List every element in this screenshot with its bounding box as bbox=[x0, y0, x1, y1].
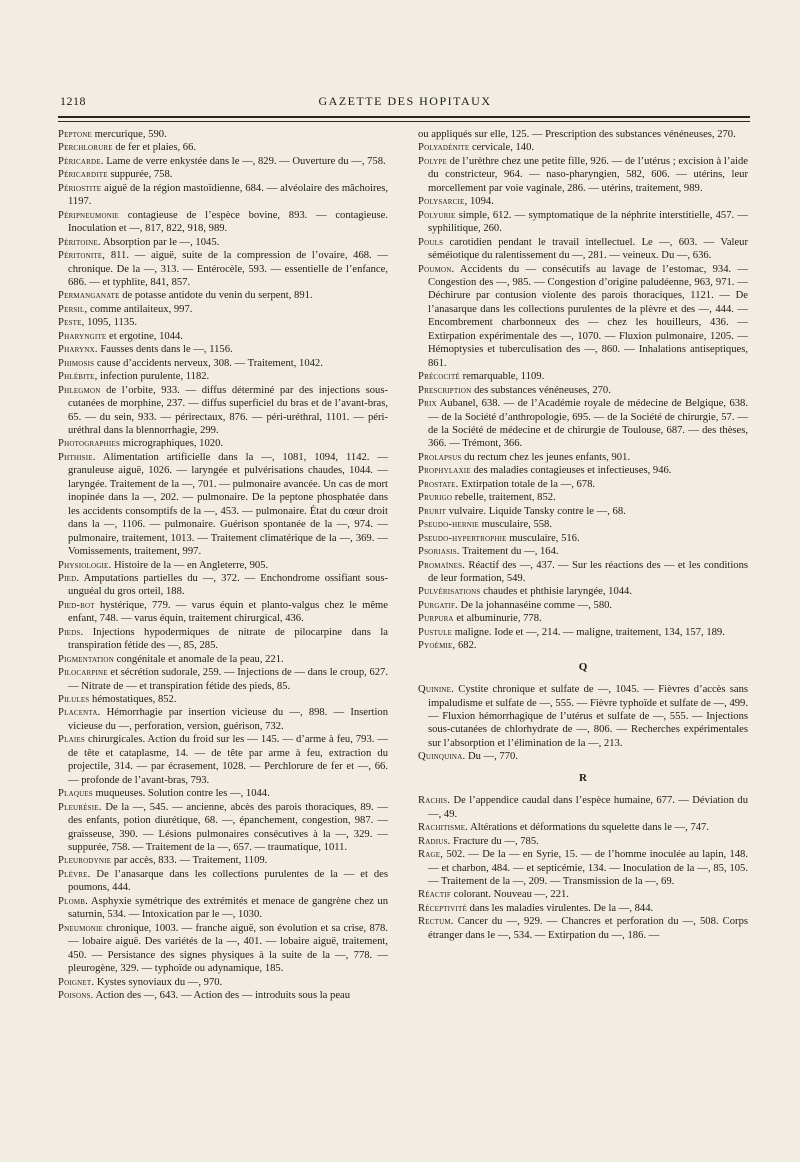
entry-text: des substances vénéneuses, 270. bbox=[471, 384, 611, 396]
entry-text: Asphyxie symétrique des extrémités et menace de gangrène chez un saturnin, 534. — Intoxication par le —, 1030. bbox=[68, 895, 388, 921]
index-entry bbox=[58, 572, 388, 599]
entry-text: Fracture du —, 785. bbox=[450, 835, 539, 847]
entry-headword: Pigmentation bbox=[58, 653, 114, 665]
entry-text: Lame de verre enkystée dans le —, 829. — Ouverture du —, 758. bbox=[103, 155, 386, 167]
entry-headword: Phthisie. bbox=[58, 451, 96, 463]
index-entry bbox=[58, 128, 388, 141]
entry-text: Action des —, 643. — Action des — introduits sous la peau bbox=[93, 990, 351, 1001]
index-entry bbox=[58, 357, 388, 370]
entry-headword: Prescription bbox=[418, 384, 472, 396]
entry-text: ou appliqués sur elle, 125. — Prescription des substances vénéneuses, 270. bbox=[418, 129, 736, 140]
index-entry bbox=[418, 545, 748, 558]
index-entry bbox=[418, 612, 748, 625]
index-entry bbox=[58, 599, 388, 626]
entry-headword: Pharynx. bbox=[58, 344, 98, 356]
entry-text: micrographiques, 1020. bbox=[120, 438, 224, 450]
entry-headword: Pieds. bbox=[58, 626, 84, 638]
entry-text: Traitement du —, 164. bbox=[459, 546, 559, 558]
section-letter-r: R bbox=[579, 771, 587, 784]
entry-text: suppurée, 758. bbox=[107, 169, 173, 181]
entry-text: Kystes synoviaux du —, 970. bbox=[94, 976, 223, 988]
entry-headword: Prurit bbox=[418, 505, 447, 517]
entry-headword: Pied. bbox=[58, 572, 80, 584]
entry-headword: Quinquina. bbox=[418, 751, 466, 763]
entry-headword: Rachitisme. bbox=[418, 822, 469, 834]
entry-headword: Persil, bbox=[58, 303, 88, 315]
entry-headword: Promaïnes. bbox=[418, 559, 466, 571]
entry-headword: Purpura bbox=[418, 613, 454, 625]
entry-headword: Réactif bbox=[418, 889, 451, 901]
entry-headword: Rage, bbox=[418, 849, 444, 861]
entry-headword: Pseudo-hypertrophie bbox=[418, 532, 507, 544]
entry-headword: Prix bbox=[418, 398, 437, 410]
index-entry bbox=[58, 733, 388, 787]
entry-text: De l’appendice caudal dans l’espèce humaine, 677. — Déviation du —, 49. bbox=[428, 795, 748, 820]
index-entry bbox=[418, 128, 748, 141]
index-entry bbox=[58, 343, 388, 356]
entry-headword: Rectum. bbox=[418, 916, 454, 928]
index-entry bbox=[418, 263, 748, 371]
entry-headword: Poignet. bbox=[58, 976, 95, 988]
index-entry bbox=[58, 801, 388, 855]
index-entry bbox=[58, 289, 388, 302]
index-entry bbox=[58, 437, 388, 450]
index-entry bbox=[418, 491, 748, 504]
section-letter-q: Q bbox=[578, 660, 588, 673]
index-entry bbox=[418, 478, 748, 491]
entry-text: Aubanel, 638. — de l’Académie royale de médecine de Belgique, 638. — de la Société d’anthropologie, 695. — de la Société de chirurgie, 57. — de la Société de médecine et de chirurgie de Toulouse, 687. — des thèses, 366. — Trémont, 366. bbox=[428, 398, 748, 450]
entry-text: remarquable, 1109. bbox=[459, 371, 545, 383]
index-entry bbox=[58, 854, 388, 867]
index-entry bbox=[58, 316, 388, 329]
index-entry bbox=[418, 518, 748, 531]
index-entry bbox=[58, 249, 388, 289]
entry-text: Absorption par le —, 1045. bbox=[100, 236, 220, 248]
entry-headword: Photographies bbox=[58, 438, 121, 450]
entry-headword: Plaques bbox=[58, 788, 93, 800]
entry-headword: Pleurésie. bbox=[58, 801, 102, 813]
entry-text: Cancer du —, 929. — Chancres et perforation du —, 508. Corps étranger dans le —, 534. — Extirpation du —, 186. — bbox=[428, 916, 748, 941]
running-title: GAZETTE DES HOPITAUX bbox=[318, 94, 492, 108]
index-entry bbox=[58, 451, 388, 559]
entry-headword: Peste, bbox=[58, 317, 85, 329]
left-column bbox=[58, 128, 388, 1002]
index-entry bbox=[418, 155, 748, 195]
entry-headword: Réceptivité bbox=[418, 902, 467, 914]
entry-text: Altérations et déformations du squelette dans le —, 747. bbox=[468, 822, 709, 834]
entry-headword: Péritonite, bbox=[58, 250, 106, 262]
index-entry bbox=[58, 182, 388, 209]
entry-headword: Péricarde. bbox=[58, 155, 104, 167]
section-r-entries bbox=[418, 794, 748, 942]
entry-headword: Prolapsus bbox=[418, 451, 462, 463]
index-entry bbox=[58, 559, 388, 572]
entry-text: vulvaire. Liquide Tansky contre le —, 68. bbox=[446, 505, 626, 517]
header-rule bbox=[58, 116, 750, 118]
entry-headword: Permanganate bbox=[58, 290, 120, 302]
index-entry bbox=[58, 989, 388, 1002]
right-column-p-entries bbox=[418, 128, 748, 653]
entry-text: maligne. Iode et —, 214. — maligne, traitement, 134, 157, 189. bbox=[452, 626, 725, 638]
entry-text: 811. — aiguë, suite de la compression de l’ovaire, 468. — chronique. De la —, 313. — Entérocèle, 593. — essentielle de l’enfance, 686. — et typhlite, 841, 857. bbox=[68, 250, 388, 288]
entry-headword: Phlegmon bbox=[58, 384, 101, 396]
entry-headword: Prostate. bbox=[418, 478, 459, 490]
index-entry bbox=[418, 464, 748, 477]
entry-headword: Quinine. bbox=[418, 684, 455, 696]
index-entry bbox=[418, 902, 748, 915]
index-entry bbox=[58, 922, 388, 976]
entry-text: Accidents du — consécutifs au lavage de l’estomac, 934. — Congestion des —, 985. — Congestion d’origine paludéenne, 963, 971. — Déchirure par contusion violente des parois thoraciques, 1121. — De l’anasarque dans les collections purulentes de la plèvre et des —, 444. — Encombrement charbonneux des — chez les houilleurs, 436. — Extirpation expérimentale des —, 1070. — Fluxion pulmonaire, 1205. — Hémoptysies et tuberculisation des —, 860. — Inhalations antiseptiques, 861. bbox=[428, 263, 748, 369]
entry-headword: Pleurodynie bbox=[58, 855, 112, 867]
entry-headword: Physiologie. bbox=[58, 559, 112, 571]
entry-text: par accès, 833. — Traitement, 1109. bbox=[111, 855, 268, 867]
entry-text: 502. — De la — en Syrie, 15. — de l’homme inoculée au lapin, 148. — et charbon, 484. — et septicémie, 134. — Inoculation de la —, 85, 105. — Traitement de la —, 209. — Transmission de la —, 69. bbox=[428, 849, 748, 888]
index-entry bbox=[58, 976, 388, 989]
entry-text: hémostatiques, 852. bbox=[89, 694, 177, 706]
entry-text: hystérique, 779. — varus équin et planto-valgus chez le même enfant, 748. — varus équin, traitement chirurgical, 436. bbox=[68, 599, 388, 625]
index-entry bbox=[58, 384, 388, 438]
entry-text: dans les maladies virulentes. De la —, 844. bbox=[466, 902, 654, 914]
index-entry bbox=[418, 397, 748, 451]
entry-text: de l’urèthre chez une petite fille, 926. — de l’utérus ; excision à l’aide du constricteur, 964. — naso-pharyngien, 582, 606. — utérins, leur morcellement par voie vaginale, 286. — utérins, traitement, 989. bbox=[428, 155, 748, 194]
entry-text: de l’orbite, 933. — diffus déterminé par des injections sous-cutanées de morphine, 237. — diffus superficiel du bras et de l’avant-bras, 65. — du sein, 933. — périrectaux, 876. — péri-uréthral, 1101. — péri-uréthral dans la blennorrhagie, 299. bbox=[68, 384, 388, 436]
entry-headword: Radius. bbox=[418, 835, 451, 847]
index-entry bbox=[58, 209, 388, 236]
index-entry bbox=[418, 141, 748, 154]
index-entry bbox=[58, 626, 388, 653]
entry-headword: Plomb. bbox=[58, 895, 88, 907]
entry-headword: Pouls bbox=[418, 236, 444, 248]
section-q-entries bbox=[418, 683, 748, 764]
index-entry bbox=[418, 209, 748, 236]
index-entry bbox=[58, 370, 388, 383]
entry-text: Du —, 770. bbox=[465, 751, 518, 763]
index-entry bbox=[418, 505, 748, 518]
entry-text: chronique, 1003. — franche aiguë, son évolution et sa crise, 878. — lobaire aiguë. Des variétés de la —, 401. — lobaire aiguë, traitement, 450. — Persistance des signes physiques à la suite de la —, 778. — pleurogène, 329. — typhoïde ou adynamique, 185. bbox=[68, 922, 388, 975]
entry-headword: Péritoine. bbox=[58, 236, 101, 248]
index-entry bbox=[418, 639, 748, 652]
entry-text: muqueuses. Solution contre les —, 1044. bbox=[92, 788, 270, 800]
entry-headword: Pulvérisations bbox=[418, 586, 481, 598]
entry-headword: Pneumonie bbox=[58, 922, 104, 934]
header-rule-thin bbox=[58, 121, 750, 122]
entry-headword: Poisons. bbox=[58, 990, 94, 1001]
entry-headword: Phlébite, bbox=[58, 371, 98, 383]
index-entry bbox=[58, 666, 388, 693]
index-entry bbox=[418, 236, 748, 263]
entry-text: des maladies contagieuses et infectieuses, 946. bbox=[470, 465, 672, 477]
entry-text: Cystite chronique et sulfate de —, 1045. — Fièvres d’accès sans impaludisme et sulfate de —, 555. — Fièvre typhoïde et sulfate de —, 499. — Fluxion hémorrhagique de l’utérus et sulfate de —, 555. — Injections sous-cutanées de chlorhydrate de —, 806. — Recherches expérimentales sur l’absorption et l’élimination de la —, 213. bbox=[428, 684, 748, 749]
entry-text: 682. bbox=[455, 640, 477, 652]
index-entry bbox=[418, 683, 748, 750]
entry-headword: Pilocarpine bbox=[58, 667, 108, 679]
entry-headword: Péricardite bbox=[58, 169, 108, 181]
index-entry bbox=[418, 599, 748, 612]
entry-text: rebelle, traitement, 852. bbox=[452, 492, 556, 504]
entry-headword: Pyoémie, bbox=[418, 640, 456, 652]
index-entry bbox=[58, 236, 388, 249]
entry-text: musculaire, 516. bbox=[506, 532, 580, 544]
index-entry bbox=[58, 868, 388, 895]
entry-headword: Pharyngite bbox=[58, 330, 107, 342]
index-entry bbox=[418, 195, 748, 208]
entry-text: et ergotine, 1044. bbox=[106, 330, 183, 342]
entry-headword: Poumon. bbox=[418, 263, 455, 275]
entry-text: et sécrétion sudorale, 259. — Injections de — dans le croup, 627. — Nitrate de — et transpiration fétide des pieds, 85. bbox=[68, 667, 388, 692]
entry-headword: Purgatif. bbox=[418, 599, 458, 611]
index-entry bbox=[418, 585, 748, 598]
entry-text: Amputations partielles du —, 372. — Enchondrome ossifiant sous-unguéal du gros orteil, 188. bbox=[68, 572, 388, 598]
index-entry bbox=[58, 330, 388, 343]
entry-text: De la johannaséine comme —, 580. bbox=[457, 599, 613, 611]
entry-text: de potasse antidote du venin du serpent, 891. bbox=[119, 290, 313, 302]
index-entry bbox=[418, 559, 748, 586]
entry-text: chaudes et phthisie laryngée, 1044. bbox=[480, 586, 633, 598]
index-entry bbox=[418, 821, 748, 834]
entry-text: et albuminurie, 778. bbox=[453, 613, 542, 625]
index-entry bbox=[418, 532, 748, 545]
index-entry bbox=[418, 384, 748, 397]
index-entry bbox=[58, 787, 388, 800]
entry-text: du rectum chez les jeunes enfants, 901. bbox=[461, 451, 631, 463]
entry-text: simple, 612. — symptomatique de la néphrite interstitielle, 457. — syphilitique, 260. bbox=[428, 209, 748, 235]
entry-text: Injections hypodermiques de nitrate de pilocarpine dans la transpiration fétide des —, 85, 285. bbox=[68, 626, 388, 652]
entry-text: Alimentation artificielle dans la —, 1081, 1094, 1142. — granuleuse aiguë, 1026. — laryngée et pulvérisations chaudes, 1044. — laryngée. Traitement de la —, 701. — pulmonaire avancée. Un cas de mort inopinée dans la —, 202. — pulmonaire. De la peptone phosphatée dans les accidents consomptifs de la —, 453. — pulmonaire. État du cœur droit dans la —, 1106. — pulmonaire. Guérison spontanée de la —, 974. — pulmonaire, traitement, 1013. — Traitement climatérique de la —, 369. — Vomissements, traitement, 997. bbox=[68, 451, 388, 558]
entry-headword: Plèvre. bbox=[58, 868, 91, 880]
entry-headword: Polyurie bbox=[418, 209, 456, 221]
entry-text: congénitale et anomale de la peau, 221. bbox=[113, 653, 284, 665]
index-entry bbox=[58, 168, 388, 181]
entry-text: Fausses dents dans le —, 1156. bbox=[97, 344, 233, 356]
index-entry bbox=[418, 835, 748, 848]
page-header bbox=[60, 94, 750, 112]
index-entry bbox=[418, 794, 748, 821]
entry-text: 1095, 1135. bbox=[84, 317, 138, 329]
entry-headword: Phimosis bbox=[58, 357, 95, 369]
entry-headword: Pilules bbox=[58, 694, 90, 706]
index-entry bbox=[58, 155, 388, 168]
entry-headword: Prophylaxie bbox=[418, 465, 471, 477]
index-entry bbox=[418, 626, 748, 639]
entry-headword: Péripneumonie bbox=[58, 209, 119, 221]
entry-headword: Polysarcie, bbox=[418, 196, 468, 208]
entry-text: mercurique, 590. bbox=[92, 129, 167, 140]
index-entry bbox=[58, 141, 388, 154]
entry-text: carotidien pendant le travail intellectuel. Le —, 603. — Valeur séméiotique du ralentissement du —, 281. — veineux. Du —, 636. bbox=[428, 236, 748, 262]
right-column bbox=[418, 128, 748, 942]
index-entry bbox=[58, 653, 388, 666]
entry-headword: Pustule bbox=[418, 626, 453, 638]
entry-text: chirurgicales. Action du froid sur les — 145. — d’arme à feu, 793. — de tête et cataplasme, 14. — de tête par arme à feu, extraction du projectile, 314. — par écrasement, 1028. — Perchlorure de fer et —, 66. — profonde de l’avant-bras, 793. bbox=[68, 734, 388, 786]
entry-headword: Pied-bot bbox=[58, 599, 95, 611]
index-entry bbox=[418, 888, 748, 901]
entry-text: cervicale, 140. bbox=[469, 142, 535, 154]
entry-headword: Précocité bbox=[418, 371, 460, 383]
entry-headword: Prurigo bbox=[418, 492, 453, 504]
entry-text: cause d’accidents nerveux, 308. — Traitement, 1042. bbox=[94, 357, 323, 369]
entry-headword: Polyadénite bbox=[418, 142, 470, 154]
entry-text: musculaire, 558. bbox=[479, 519, 552, 531]
entry-text: De la —, 545. — ancienne, abcès des parois thoraciques, 89. — des enfants, potion diurétique, 68. —, épanchement, congestion, 987. — graisseuse, 390. — Lésions pulmonaires consécutives à la —, 329. — suppurée, 758. — Traitement de la —, 657. — traumatique, 1011. bbox=[68, 801, 388, 854]
entry-text: comme antilaiteux, 997. bbox=[87, 303, 193, 315]
page-number: 1218 bbox=[60, 94, 86, 108]
entry-headword: Polype bbox=[418, 155, 447, 167]
index-entry bbox=[418, 848, 748, 888]
entry-text: 1094. bbox=[467, 196, 494, 208]
entry-text: de fer et plaies, 66. bbox=[112, 142, 197, 154]
entry-headword: Rachis. bbox=[418, 795, 451, 807]
index-entry bbox=[58, 693, 388, 706]
index-entry bbox=[418, 370, 748, 383]
entry-headword: Plaies bbox=[58, 734, 85, 746]
index-entry bbox=[58, 303, 388, 316]
entry-text: Hémorrhagie par insertion vicieuse du —, 898. — Insertion vicieuse du —, perforation, version, guérison, 732. bbox=[68, 707, 388, 732]
index-entry bbox=[418, 750, 748, 763]
index-entry bbox=[418, 451, 748, 464]
entry-text: aiguë de la région mastoïdienne, 684. — alvéolaire des mâchoires, 1197. bbox=[68, 182, 388, 208]
entry-headword: Perchlorure bbox=[58, 142, 113, 154]
entry-text: Réactif des —, 437. — Sur les réactions des — et les conditions de leur formation, 549. bbox=[428, 559, 748, 584]
entry-headword: Pseudo-hernie bbox=[418, 519, 480, 531]
index-entry bbox=[58, 706, 388, 733]
entry-text: colorant. Nouveau —, 221. bbox=[450, 889, 569, 901]
index-entry bbox=[58, 895, 388, 922]
index-entry bbox=[418, 915, 748, 942]
entry-headword: Psoriasis. bbox=[418, 546, 460, 558]
entry-headword: Périostite bbox=[58, 182, 102, 194]
entry-text: De l’anasarque dans les collections purulentes de la — et des poumons, 444. bbox=[68, 868, 388, 894]
entry-headword: Peptone bbox=[58, 129, 92, 140]
entry-headword: Placenta. bbox=[58, 707, 101, 719]
entry-text: Extirpation totale de la —, 678. bbox=[458, 478, 596, 490]
entry-text: infection purulente, 1182. bbox=[97, 371, 210, 383]
entry-text: contagieuse de l’espèce bovine, 893. — contagieuse. Inoculation et —, 817, 822, 918, 989. bbox=[68, 209, 388, 235]
entry-text: Histoire de la — en Angleterre, 905. bbox=[111, 559, 269, 571]
